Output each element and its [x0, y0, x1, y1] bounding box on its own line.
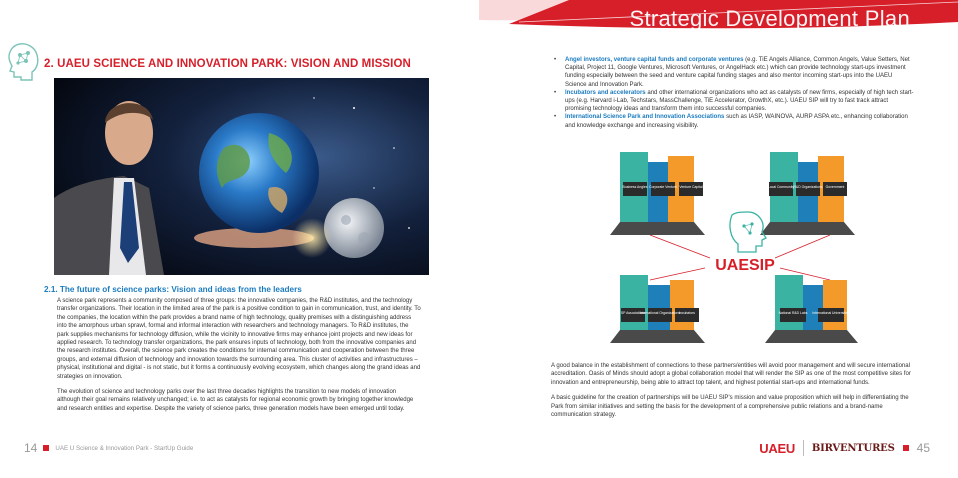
- center-logo-text: UAESIP: [715, 257, 775, 274]
- footer-square-icon: [903, 445, 909, 451]
- list-item-text: and other international organizations who act as catalysts of new firms, especially of high tech start-ups (e.g. Harvard i-Lab, Techstars, MassChallenge, TiE Accelerator, GrowthX, etc.). UAEU SIP will try to fast track attract promising technology ideas and transform them into successful companies.: [565, 89, 914, 113]
- building-cluster-research: [765, 275, 858, 343]
- right-body-text: [551, 362, 915, 426]
- uaesip-logo: [715, 212, 775, 274]
- list-item-heading: Incubators and accelerators: [565, 89, 646, 96]
- cluster-label: International Organizations: [639, 311, 681, 315]
- cluster-label: Local Community: [767, 185, 795, 189]
- section-title: 2. UAEU SCIENCE AND INNOVATION PARK: VISION AND MISSION: [44, 58, 411, 70]
- cluster-label: R&D Organizations: [793, 185, 823, 189]
- hero-image-man-with-globe: [54, 78, 429, 275]
- paragraph: The evolution of science and technology parks over the last three decades highlights the transition to new models of innovation although their goal remains relatively unchanged; i.e. to act as catalysts for regional economic growth by bringing together knowledge and research entities and expertise. Despite the variety of science parks, three generation models have been emerged until today.: [57, 389, 414, 412]
- header-title: Strategic Development Plan: [629, 6, 910, 31]
- list-item: • Incubators and accelerators and other international organizations who act as catalysts of new firms, especially of high tech start-ups (e.g. Harvard i-Lab, Techstars, MassChallenge, TiE Accelerator, GrowthX, etc.). UAEU SIP will try to fast track attract promising technology ideas and transform them into successful companies.: [554, 89, 914, 113]
- partnership-ecosystem-diagram: [610, 140, 880, 360]
- subsection-title: 2.1. The future of science parks: Vision and ideas from the leaders: [44, 285, 302, 294]
- left-body-text: [57, 297, 421, 420]
- uaeu-logo: UAEU: [759, 440, 795, 456]
- right-footer: [759, 440, 930, 456]
- cluster-label: SP Associations: [620, 311, 646, 315]
- list-item: • International Science Park and Innovation Associations such as IASP, WAINOVA, AURP ASPA etc., enhancing collaboration and knowledge exchange and increasing visibility.: [554, 114, 908, 129]
- cluster-label: National R&D Labs: [778, 311, 808, 315]
- paragraph: A good balance in the establishment of connections to these partners/entities will avoid poor management and will secure international accreditation. Oasis of Minds should adopt a global collaboration model that will render the SIP as one of the most competitive sites for innovation and entrepreneurship, being able to attract top talent, and highest potential start-ups and international funds.: [551, 363, 911, 386]
- cluster-label: Corporate Venture: [649, 185, 677, 189]
- footer-square-icon: [43, 445, 49, 451]
- list-item-heading: International Science Park and Innovation Associations: [565, 114, 725, 121]
- list-item-text: such as IASP, WAINOVA, AURP ASPA etc., enhancing collaboration and knowledge exchange and increasing visibility.: [565, 114, 908, 129]
- page-number: 45: [916, 441, 930, 455]
- building-cluster-investors: [610, 152, 705, 235]
- left-footer: [24, 441, 193, 455]
- footer-text: UAE U Science & Innovation Park - StartUp Guide: [55, 444, 194, 452]
- page-number: 14: [24, 441, 38, 455]
- building-cluster-organizations: [610, 275, 705, 343]
- partners-list: [551, 56, 915, 130]
- list-item-heading: Angel investors, venture capital funds and corporate ventures: [565, 57, 744, 63]
- cluster-label: Venture Capital: [679, 185, 703, 189]
- birventures-logo: BIRVENTURES: [811, 442, 895, 454]
- cluster-label: Incubators: [679, 311, 695, 315]
- logo-divider: [803, 440, 804, 456]
- list-item: • Angel investors, venture capital funds and corporate ventures (e.g. TiE Angels Alliance, Common Angels, Value Setters, Net Capital, Project 11, Google Ventures, Microsoft Ventures, or AngelHack etc.) which can provide technology start-ups investment funding especially between the seed and venture capital funding stages and also mentor incoming start-ups into the UAEU Science and Innovation Park.: [554, 57, 910, 88]
- cluster-label: Government: [825, 185, 845, 189]
- list-item-text: (e.g. TiE Angels Alliance, Common Angels, Value Setters, Net Capital, Project 11, Google Ventures, Microsoft Ventures, or AngelHack etc.) which can provide technology start-ups investment funding especially between the seed and venture capital funding stages and also mentor incoming start-ups into the UAEU Science and Innovation Park.: [565, 57, 910, 88]
- cluster-label: Business Angles: [622, 185, 648, 189]
- paragraph: A science park represents a community composed of three groups: the innovative companies, the R&D institutes, and the technology transfer organizations. Their location in the limited area of the park is a positive condition to gain in communication, trust, and identity. To the companies, the location within the park provides a brand name of high technology, quality premises with a distinguishing address into the amorphous urban sprawl, formal and informal interaction with researchers and technology managers. To R&D institutes, the park supplies mechanisms for technology diffusion, while the vicinity to innovative firms may enhance joint projects and new ideas for applied research. To technology transfer organizations, the park ensures inputs of technology, both from the innovative companies and the research institutes. Overall, the science park creates the conditions for internal communication and cooperation between the three groups, and external diffusion of technology and innovation towards the surrounding area. This cluster of activities and infrastructures –physical, institutional and digital - is not static, but it forms a continuously evolving ecosystem, which changes along the grand ideas and strategies on innovation.: [57, 298, 421, 380]
- paragraph: A basic guideline for the creation of partnerships will be UAEU SIP's mission and value proposition which will help in differentiating the Park from similar initiatives and setting the basis for the development of a comprehensive public relations and a brand-name communication strategy.: [551, 395, 909, 419]
- cluster-label: International Universities: [812, 311, 850, 315]
- building-cluster-community: [760, 152, 855, 235]
- brain-head-icon: [6, 40, 40, 84]
